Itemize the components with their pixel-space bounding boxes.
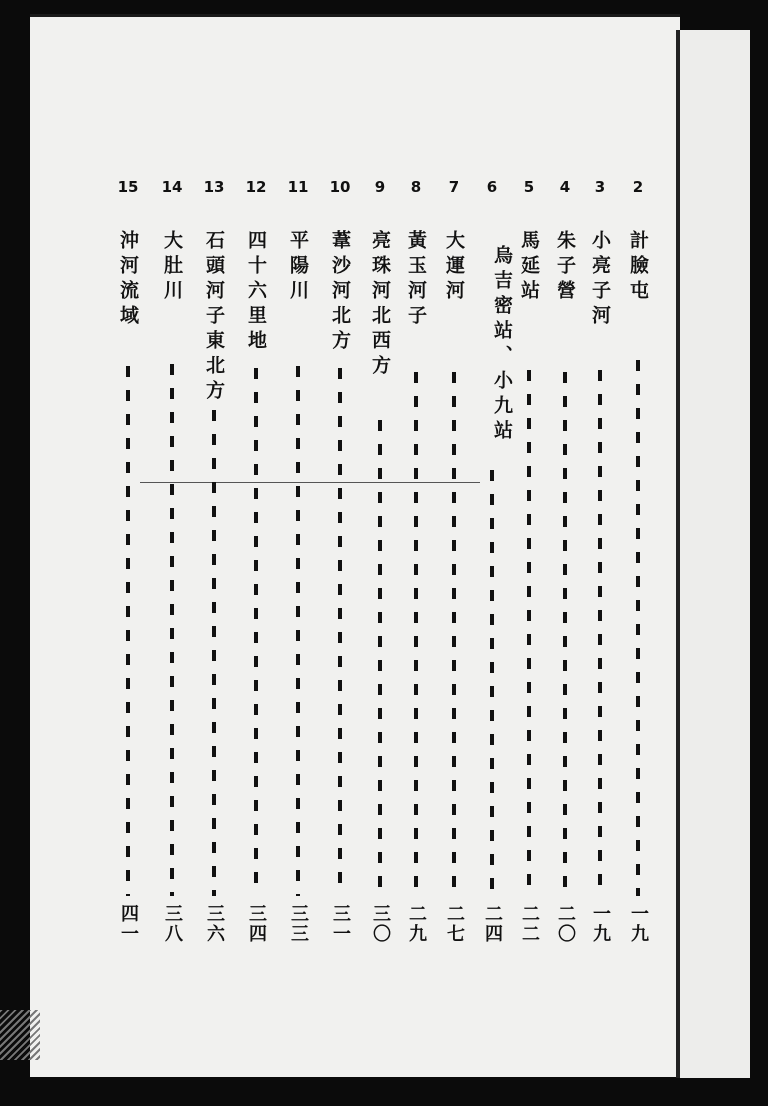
dotted-leader — [338, 368, 342, 896]
entry-number: 4 — [559, 178, 571, 196]
entry-title: 馬延站 — [518, 230, 540, 305]
entry-title: 朱子營 — [554, 230, 576, 305]
entry-page: 三一 — [330, 904, 351, 944]
toc-entry — [238, 0, 274, 1106]
toc-entry — [620, 0, 656, 1106]
toc-entry — [474, 0, 513, 1106]
entry-page: 二〇 — [555, 904, 576, 944]
toc-entry — [547, 0, 583, 1106]
entry-number: 2 — [632, 178, 644, 196]
entry-title: 亮珠河北西方 — [369, 230, 391, 380]
dotted-leader — [636, 360, 640, 896]
entry-number: 10 — [329, 178, 351, 196]
dotted-leader — [126, 366, 130, 896]
toc-entry — [280, 0, 316, 1106]
entry-page: 四一 — [118, 904, 139, 944]
entry-page: 三六 — [204, 904, 225, 944]
page-flap — [676, 30, 750, 1078]
entry-title: 沖河流域 — [117, 230, 139, 330]
entry-page: 三八 — [162, 904, 183, 944]
dotted-leader — [414, 372, 418, 896]
entry-number: 5 — [523, 178, 535, 196]
entry-title: 大肚川 — [161, 230, 183, 305]
dotted-leader — [490, 470, 494, 896]
entry-page: 二四 — [482, 904, 503, 944]
entry-page: 一九 — [628, 904, 649, 944]
entry-number: 11 — [287, 178, 309, 196]
entry-title: 小亮子河 — [589, 230, 611, 330]
entry-page: 三〇 — [370, 904, 391, 944]
toc-entry — [398, 0, 434, 1106]
page-corner-mark — [0, 1010, 40, 1060]
entry-page: 二二 — [519, 904, 540, 944]
toc-entry — [362, 0, 398, 1106]
toc-entry — [196, 0, 232, 1106]
entry-number: 9 — [374, 178, 386, 196]
entry-number: 8 — [410, 178, 422, 196]
dotted-leader — [296, 366, 300, 896]
entry-number: 13 — [203, 178, 225, 196]
entry-title: 烏吉密站、小九站 — [491, 245, 513, 445]
entry-title: 石頭河子東北方 — [203, 230, 225, 405]
entry-number: 3 — [594, 178, 606, 196]
entry-title: 四十六里地 — [245, 230, 267, 355]
dotted-leader — [254, 368, 258, 896]
dotted-leader — [170, 364, 174, 896]
entry-title: 平陽川 — [287, 230, 309, 305]
entry-page: 一九 — [590, 904, 611, 944]
entry-number: 15 — [117, 178, 139, 196]
entry-number: 12 — [245, 178, 267, 196]
entry-title: 葦沙河北方 — [329, 230, 351, 355]
entry-title: 黃玉河子 — [405, 230, 427, 330]
entry-title: 大運河 — [443, 230, 465, 305]
entry-number: 6 — [486, 178, 498, 196]
toc-entry — [322, 0, 358, 1106]
dotted-leader — [563, 372, 567, 896]
dotted-leader — [452, 372, 456, 896]
dotted-leader — [598, 370, 602, 896]
entry-title: 計臉屯 — [627, 230, 649, 305]
dotted-leader — [378, 420, 382, 896]
entry-page: 三三 — [288, 904, 309, 944]
dotted-leader — [212, 410, 216, 896]
entry-number: 14 — [161, 178, 183, 196]
dotted-leader — [527, 370, 531, 896]
entry-page: 三四 — [246, 904, 267, 944]
toc-entry — [582, 0, 618, 1106]
toc-entry — [110, 0, 146, 1106]
toc-entry — [154, 0, 190, 1106]
entry-page: 二九 — [406, 904, 427, 944]
entry-number: 7 — [448, 178, 460, 196]
toc-entry — [436, 0, 472, 1106]
toc-entry — [511, 0, 547, 1106]
entry-page: 二七 — [444, 904, 465, 944]
